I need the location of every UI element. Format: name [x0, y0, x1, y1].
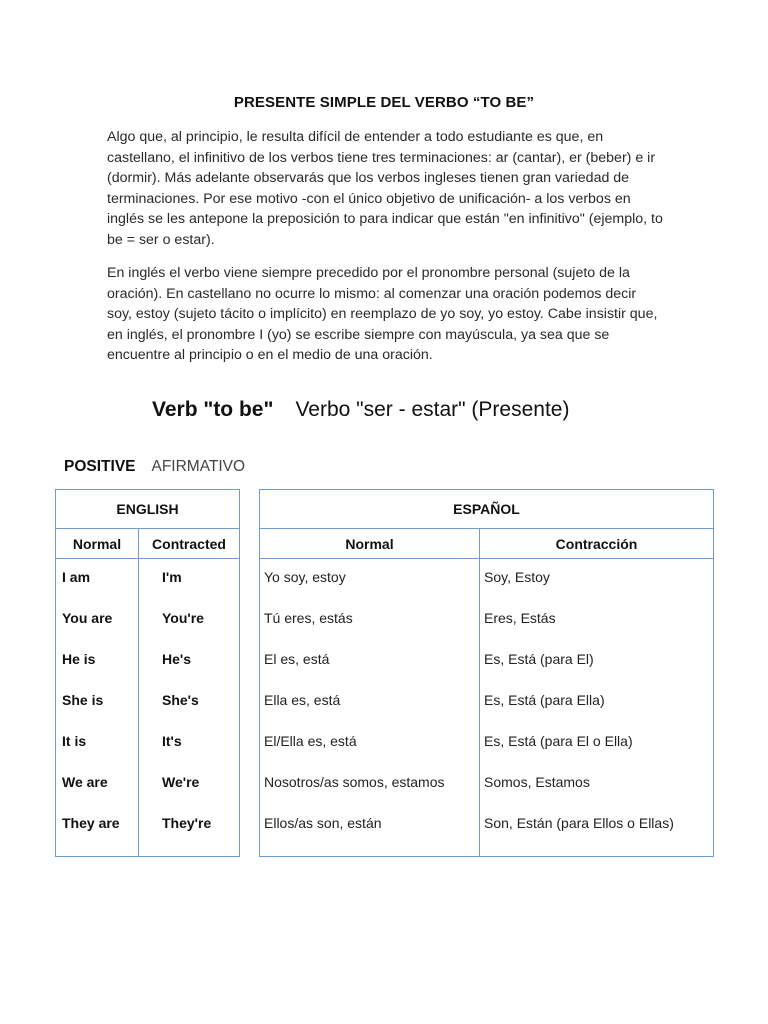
- english-contracted-cell: You're: [162, 610, 204, 626]
- spanish-normal-column: [260, 559, 480, 857]
- english-normal-cell: He is: [62, 651, 96, 667]
- english-col-normal-header: Normal: [56, 529, 139, 559]
- english-contracted-cell: We're: [162, 774, 200, 790]
- english-table: [55, 489, 240, 857]
- english-normal-cell: You are: [62, 610, 113, 626]
- spanish-contraccion-cell: Somos, Estamos: [484, 774, 590, 790]
- english-normal-cell: We are: [62, 774, 108, 790]
- spanish-table: [259, 489, 714, 857]
- english-contracted-cell: They're: [162, 815, 212, 831]
- verb-heading-spanish: Verbo "ser - estar" (Presente): [295, 398, 570, 421]
- verb-heading-english: Verb "to be": [152, 398, 274, 421]
- english-col-contracted-header: Contracted: [139, 529, 240, 559]
- english-normal-cell: It is: [62, 733, 87, 749]
- intro-paragraph-2: En inglés el verbo viene siempre precedido por el pronombre personal (sujeto de la oración). En castellano no ocurre lo mismo: al comenzar una oración podemos decir soy, estoy (sujeto tácito o implícito) en reemplazo de yo soy, yo estoy. Cabe insistir que, en inglés, el pronombre I (yo) se escribe siempre con mayúscula, ya sea que se encuentre al principio o en el medio de una oración.: [107, 265, 658, 364]
- spanish-normal-cell: Ellos/as son, están: [264, 815, 382, 831]
- document-title: PRESENTE SIMPLE DEL VERBO “TO BE”: [233, 94, 535, 111]
- spanish-normal-cell: El es, está: [264, 651, 330, 667]
- spanish-normal-cell: Yo soy, estoy: [264, 569, 346, 585]
- spanish-contraccion-cell: Soy, Estoy: [484, 569, 550, 585]
- section-label: [64, 458, 245, 476]
- spanish-col-contraccion-header: Contracción: [480, 529, 714, 559]
- spanish-contraccion-cell: Son, Están (para Ellos o Ellas): [484, 815, 674, 831]
- english-table-header: ENGLISH: [56, 490, 240, 529]
- spanish-col-normal-header: Normal: [260, 529, 480, 559]
- spanish-normal-cell: Tú eres, estás: [264, 610, 353, 626]
- section-positive-label: POSITIVE: [64, 458, 136, 475]
- spanish-contraccion-cell: Eres, Estás: [484, 610, 556, 626]
- spanish-contraccion-cell: Es, Está (para Ella): [484, 692, 605, 708]
- spanish-normal-cell: Nosotros/as somos, estamos: [264, 774, 445, 790]
- spanish-table-header: ESPAÑOL: [260, 490, 714, 529]
- english-contracted-cell: I'm: [162, 569, 182, 585]
- spanish-normal-cell: El/Ella es, está: [264, 733, 357, 749]
- english-contracted-cell: He's: [162, 651, 192, 667]
- english-normal-cell: They are: [62, 815, 120, 831]
- english-contracted-cell: It's: [162, 733, 182, 749]
- spanish-contraccion-cell: Es, Está (para El): [484, 651, 594, 667]
- section-afirmativo-label: AFIRMATIVO: [151, 458, 246, 475]
- spanish-contraccion-cell: Es, Está (para El o Ella): [484, 733, 633, 749]
- intro-paragraph-1: Algo que, al principio, le resulta difícil de entender a todo estudiante es que, en castellano, el infinitivo de los verbos tiene tres terminaciones: ar (cantar), er (beber) e ir (dormir). Más adelante observarás que los verbos ingleses tienen gran variedad de terminaciones. Por ese motivo -con el único objetivo de unificación- a los verbos en inglés se les antepone la preposición to para indicar que están "en infinitivo" (ejemplo, to be = ser o estar).: [107, 129, 663, 248]
- english-normal-column: [56, 559, 139, 857]
- verb-heading: [152, 398, 569, 422]
- spanish-normal-cell: Ella es, está: [264, 692, 341, 708]
- english-contracted-column: [139, 559, 240, 857]
- english-contracted-cell: She's: [162, 692, 199, 708]
- english-normal-cell: I am: [62, 569, 91, 585]
- spanish-contraccion-column: [480, 559, 714, 857]
- english-normal-cell: She is: [62, 692, 104, 708]
